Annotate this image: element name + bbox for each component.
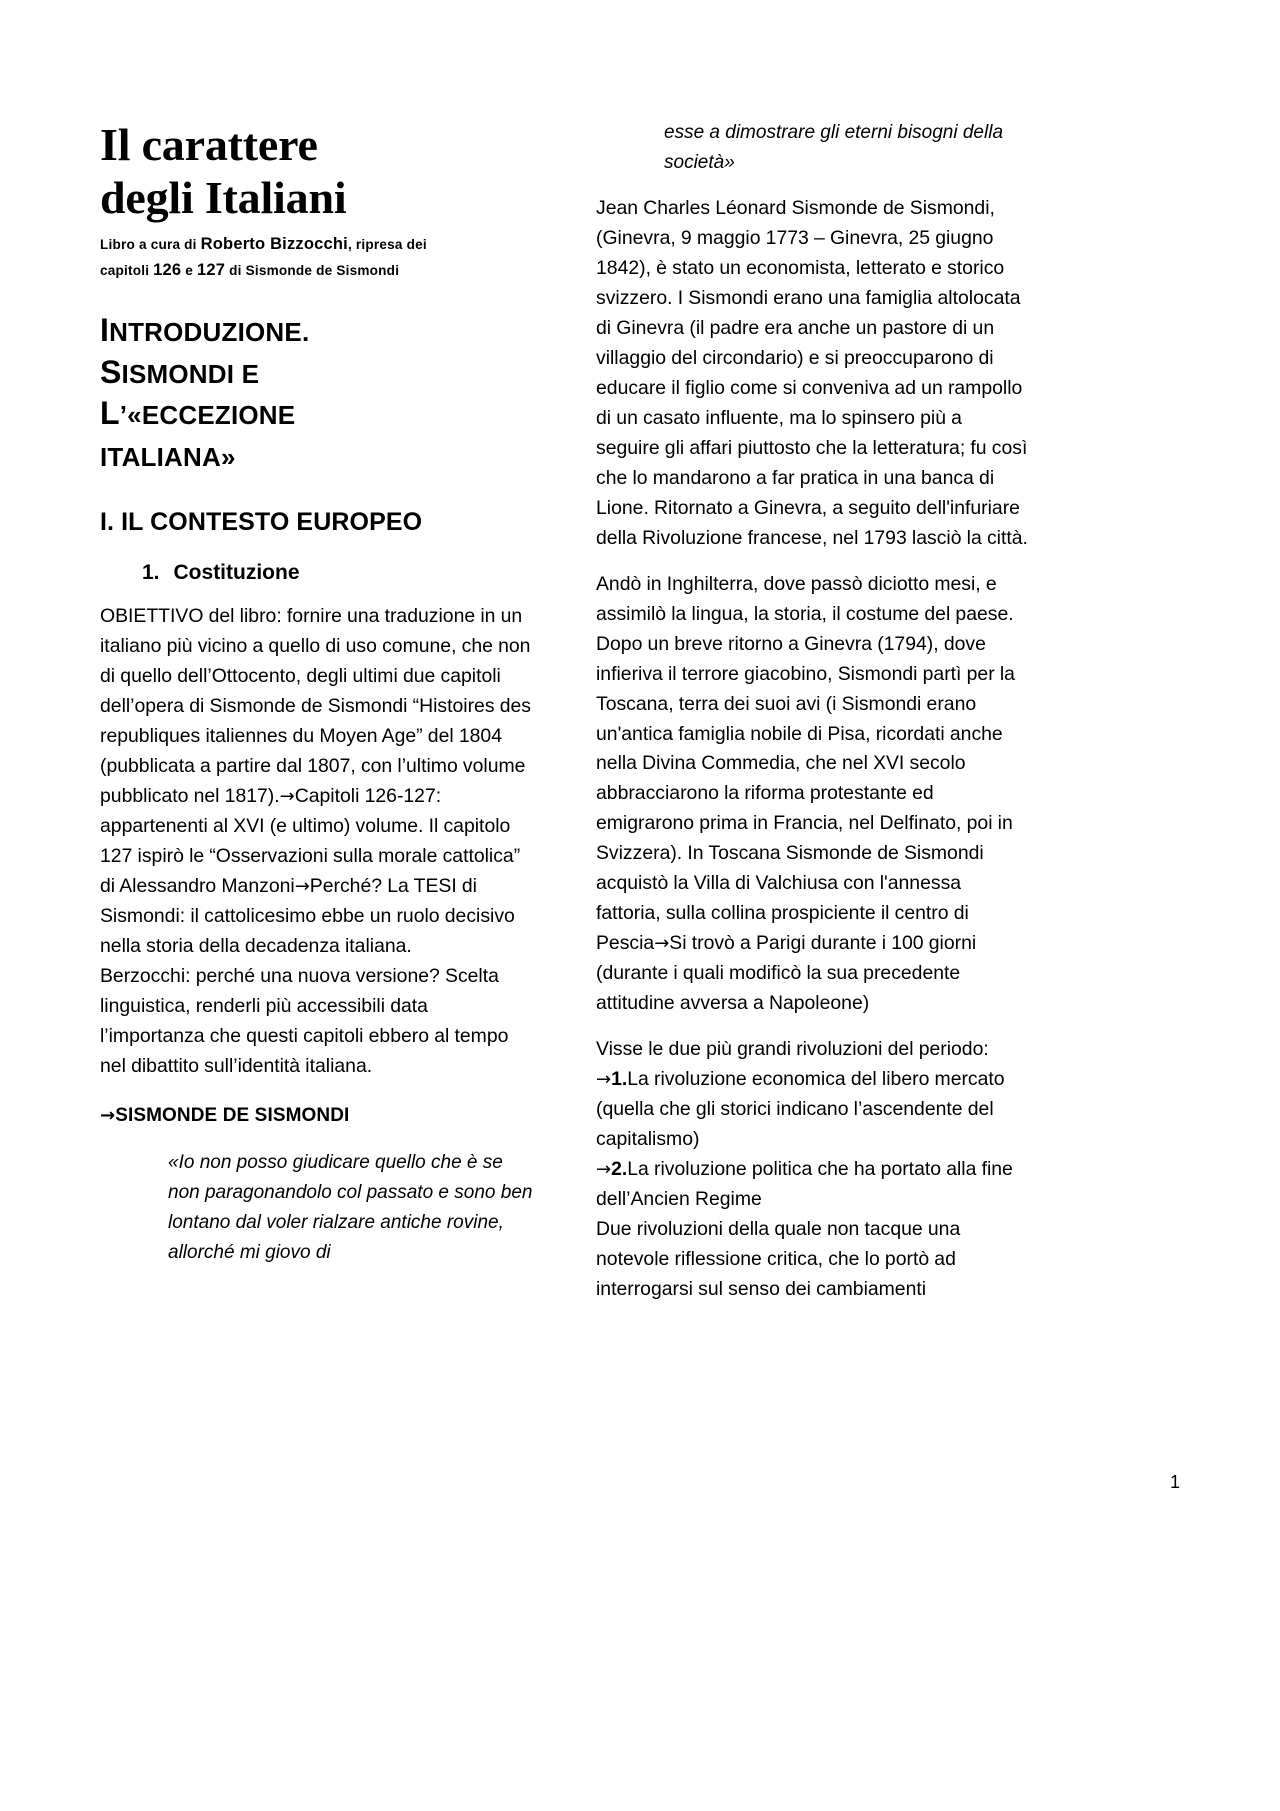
subtitle-text-a: Libro a cura di xyxy=(100,236,201,252)
subtitle-text-f: di xyxy=(225,263,246,279)
document-title xyxy=(100,118,534,225)
arrow-icon: → xyxy=(596,1069,612,1091)
arrow-icon: → xyxy=(654,933,670,955)
right-item-1-text: La rivoluzione economica del libero mercato (quella che gli storici indicano l’ascendente del capitalismo) xyxy=(596,1068,1005,1151)
main-heading xyxy=(100,310,534,476)
right-p3-intro: Visse le due più grandi rivoluzioni del periodo: xyxy=(596,1038,989,1061)
subsection-heading xyxy=(142,560,534,586)
arrow-icon: → xyxy=(100,1104,116,1126)
left-column xyxy=(100,118,534,1305)
document-title-line-2: degli Italiani xyxy=(100,172,347,224)
left-p1-text-c: Perché? La TESI di Sismondi: il cattolicesimo ebbe un ruolo decisivo nella storia della decadenza italiana. xyxy=(100,874,515,957)
right-paragraph-1: Jean Charles Léonard Sismonde de Sismondi, (Ginevra, 9 maggio 1773 – Ginevra, 25 giugno 1842), è stato un economista, letterato e storico svizzero. I Sismondi erano una famiglia altolocata di Ginevra (il padre era anche un pastore di un villaggio del circondario) e si preoccuparono di educare il figlio come si conveniva ad un rampollo di un casato influente, ma lo spinsero più a seguire gli affari piuttosto che la letteratura; fu così che lo mandarono a far pratica in una banca di Lione. Ritornato a Ginevra, a seguito dell'infuriare della Rivoluzione francese, nel 1793 lasciò la città. xyxy=(596,197,1028,549)
document-title-line-1: Il carattere xyxy=(100,119,318,170)
main-heading-line-2 xyxy=(100,352,534,394)
subtitle-author: Roberto Bizzocchi xyxy=(200,234,348,253)
main-heading-initial-2: S xyxy=(100,353,122,390)
document-subtitle xyxy=(100,231,534,284)
left-paragraph-2: Berzocchi: perché una nuova versione? Scelta linguistica, renderli più accessibili data l’importanza che questi capitoli ebbero al tempo nel dibattito sull’identità italiana. xyxy=(100,964,509,1077)
subtitle-line-2 xyxy=(100,257,534,284)
arrow-icon: → xyxy=(596,1159,612,1181)
right-item-1-number: 1. xyxy=(611,1068,628,1091)
left-bold-label xyxy=(100,1102,534,1131)
right-blockquote-continuation: esse a dimostrare gli eterni bisogni della società» xyxy=(664,122,1004,174)
subtitle-text-d: capitoli xyxy=(100,263,154,279)
page-number: 1 xyxy=(1169,1472,1180,1492)
subtitle-chapter-127: 127 xyxy=(197,261,226,280)
arrow-icon: → xyxy=(279,785,295,807)
right-paragraph-3 xyxy=(596,1035,1030,1305)
subtitle-text-e: e xyxy=(181,263,198,279)
main-heading-line-1 xyxy=(100,310,534,352)
main-heading-rest-4: ITALIANA» xyxy=(100,441,236,472)
right-p2-text-b: Si trovò a Parigi durante i 100 giorni (durante i quali modificò la sua precedente attitudine avversa a Napoleone) xyxy=(596,932,977,1015)
arrow-icon: → xyxy=(294,875,310,897)
subtitle-chapter-126: 126 xyxy=(153,261,182,280)
subtitle-source-author: Sismonde de Sismondi xyxy=(245,263,400,279)
main-heading-rest-2: ISMONDI E xyxy=(121,358,260,389)
left-blockquote: «Io non posso giudicare quello che è se non paragonandolo col passato e sono ben lontano dal voler rialzare antiche rovine, allorché mi giovo di xyxy=(168,1152,533,1264)
left-paragraph-1 xyxy=(100,602,534,962)
main-heading-rest-1: NTRODUZIONE. xyxy=(109,317,310,348)
left-p1-text-b: Capitoli 126-127: appartenenti al XVI (e ultimo) volume. Il capitolo 127 ispirò le “Osservazioni sulla morale cattolica” di Alessandro Manzoni xyxy=(100,784,521,897)
section-heading: I. IL CONTESTO EUROPEO xyxy=(100,507,423,536)
subtitle-text-c: , ripresa dei xyxy=(347,236,427,252)
subsection-label: Costituzione xyxy=(173,560,300,584)
main-heading-initial-3: L xyxy=(100,395,120,432)
right-paragraph-4: Due rivoluzioni della quale non tacque una notevole riflessione critica, che lo portò ad interrogarsi sul senso dei cambiamenti xyxy=(596,1218,961,1300)
right-p2-text-a: Andò in Inghilterra, dove passò diciotto mesi, e assimilò la lingua, la storia, il costume del paese. Dopo un breve ritorno a Ginevra (1794), dove infieriva il terrore giacobino, Sismondi partì per la Toscana, terra dei suoi avi (i Sismondi erano un'antica famiglia nobile di Pisa, ricordati anche nella Divina Commedia, che nel XVI secolo abbracciarono la riforma protestante ed emigrarono prima in Francia, nel Delfinato, poi in Svizzera). In Toscana Sismonde de Sismondi acquistò la Villa di Valchiusa con l'annessa fattoria, sulla collina prospiciente il centro di Pescia xyxy=(596,572,1015,955)
left-bold-label-text: SISMONDE DE SISMONDI xyxy=(115,1104,350,1126)
right-column xyxy=(596,118,1030,1305)
main-heading-initial-1: I xyxy=(100,312,110,349)
two-column-layout xyxy=(100,118,1180,1305)
right-paragraph-2 xyxy=(596,570,1030,1020)
right-item-2-text: La rivoluzione politica che ha portato alla fine dell’Ancien Regime xyxy=(596,1158,1013,1211)
main-heading-line-3 xyxy=(100,393,534,435)
right-item-2-number: 2. xyxy=(611,1158,628,1181)
subsection-number: 1. xyxy=(142,560,160,584)
main-heading-rest-3: ’«ECCEZIONE xyxy=(119,400,296,431)
left-p1-text-a: OBIETTIVO del libro: fornire una traduzione in un italiano più vicino a quello di uso comune, che non di quello dell’Ottocento, degli ultimi due capitoli dell’opera di Sismonde de Sismondi “Histoires des republiques italiennes du Moyen Age” del 1804 (pubblicata a partire dal 1807, con l’ultimo volume pubblicato nel 1817). xyxy=(100,605,531,807)
subtitle-line-1 xyxy=(100,231,534,258)
main-heading-line-4 xyxy=(100,435,534,477)
